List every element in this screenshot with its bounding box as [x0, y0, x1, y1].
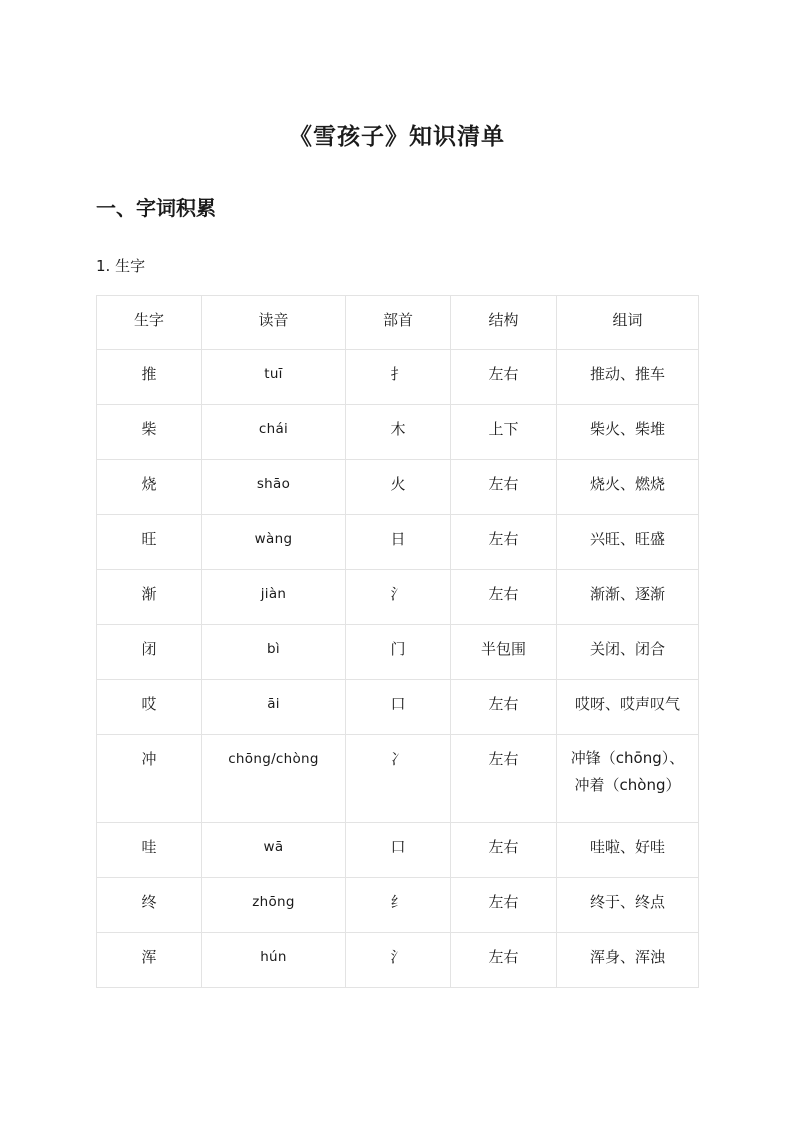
cell-radical: 冫	[346, 735, 451, 823]
table-row	[97, 515, 699, 570]
cell-structure: 左右	[451, 570, 557, 625]
header-radical: 部首	[346, 296, 451, 350]
table-row	[97, 460, 699, 515]
table-row	[97, 735, 699, 823]
table-row	[97, 405, 699, 460]
header-words: 组词	[557, 296, 699, 350]
cell-structure: 左右	[451, 680, 557, 735]
characters-table	[96, 295, 699, 988]
cell-character: 烧	[97, 460, 202, 515]
cell-structure: 左右	[451, 350, 557, 405]
cell-words: 哎呀、哎声叹气	[557, 680, 699, 735]
header-character: 生字	[97, 296, 202, 350]
cell-character: 旺	[97, 515, 202, 570]
cell-pinyin: chái	[202, 405, 346, 460]
table-row	[97, 625, 699, 680]
cell-words: 哇啦、好哇	[557, 823, 699, 878]
header-pronunciation: 读音	[202, 296, 346, 350]
cell-character: 哇	[97, 823, 202, 878]
cell-pinyin: wā	[202, 823, 346, 878]
cell-words: 烧火、燃烧	[557, 460, 699, 515]
cell-structure: 左右	[451, 878, 557, 933]
cell-radical: 日	[346, 515, 451, 570]
table-row	[97, 680, 699, 735]
cell-pinyin: hún	[202, 933, 346, 988]
cell-structure: 左右	[451, 460, 557, 515]
cell-structure: 左右	[451, 515, 557, 570]
cell-character: 闭	[97, 625, 202, 680]
cell-radical: 氵	[346, 933, 451, 988]
cell-pinyin: āi	[202, 680, 346, 735]
cell-character: 冲	[97, 735, 202, 823]
table-header-row	[97, 296, 699, 350]
cell-character: 柴	[97, 405, 202, 460]
cell-character: 终	[97, 878, 202, 933]
cell-radical: 纟	[346, 878, 451, 933]
cell-character: 渐	[97, 570, 202, 625]
cell-character: 推	[97, 350, 202, 405]
table-row	[97, 878, 699, 933]
cell-radical: 氵	[346, 570, 451, 625]
cell-words: 推动、推车	[557, 350, 699, 405]
cell-structure: 上下	[451, 405, 557, 460]
cell-character: 哎	[97, 680, 202, 735]
subsection-heading: 1. 生字	[96, 257, 146, 275]
header-structure: 结构	[451, 296, 557, 350]
table-row	[97, 570, 699, 625]
table-row	[97, 350, 699, 405]
cell-words: 终于、终点	[557, 878, 699, 933]
cell-words: 浑身、浑浊	[557, 933, 699, 988]
cell-words: 兴旺、旺盛	[557, 515, 699, 570]
cell-structure: 半包围	[451, 625, 557, 680]
cell-pinyin: zhōng	[202, 878, 346, 933]
words-line: 冲着（chòng）	[574, 776, 681, 794]
cell-radical: 火	[346, 460, 451, 515]
cell-radical: 口	[346, 823, 451, 878]
cell-character: 浑	[97, 933, 202, 988]
cell-pinyin: jiàn	[202, 570, 346, 625]
cell-structure: 左右	[451, 933, 557, 988]
cell-structure: 左右	[451, 823, 557, 878]
cell-words	[557, 735, 699, 823]
cell-radical: 扌	[346, 350, 451, 405]
document-title: 《雪孩子》知识清单	[289, 124, 505, 150]
words-line: 冲锋（chōng）、	[570, 749, 685, 767]
cell-pinyin: shāo	[202, 460, 346, 515]
cell-words: 渐渐、逐渐	[557, 570, 699, 625]
table-row	[97, 823, 699, 878]
cell-pinyin: tuī	[202, 350, 346, 405]
cell-pinyin: wàng	[202, 515, 346, 570]
section-heading: 一、字词积累	[96, 196, 216, 220]
cell-radical: 口	[346, 680, 451, 735]
cell-words: 柴火、柴堆	[557, 405, 699, 460]
cell-radical: 木	[346, 405, 451, 460]
cell-radical: 门	[346, 625, 451, 680]
cell-structure: 左右	[451, 735, 557, 823]
cell-pinyin: bì	[202, 625, 346, 680]
table-row	[97, 933, 699, 988]
cell-pinyin: chōng/chòng	[202, 735, 346, 823]
cell-words: 关闭、闭合	[557, 625, 699, 680]
